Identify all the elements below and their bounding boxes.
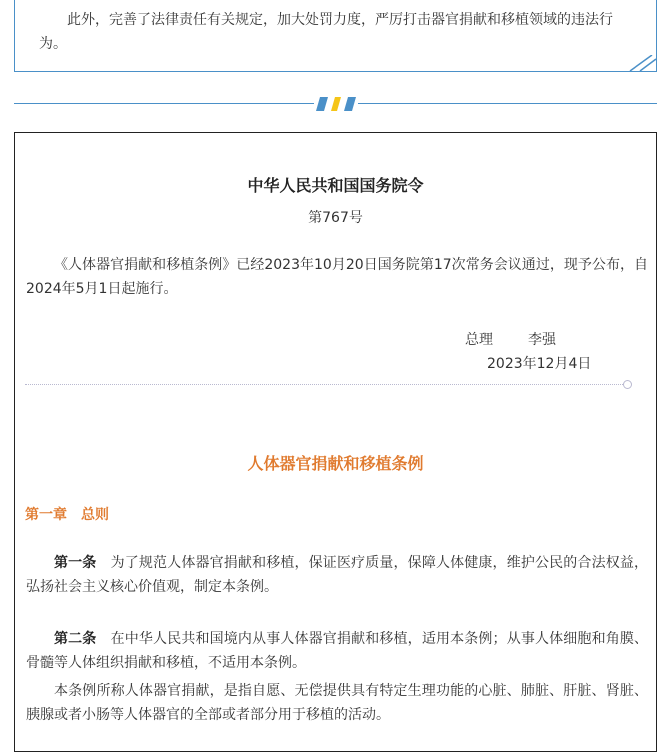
article-2-label: 第二条 <box>54 631 97 647</box>
article-2-text: 在中华人民共和国境内从事人体器官捐献和移植，适用本条例；从事人体细胞和角膜、骨髓等人体组织捐献和移植，不适用本条例。 <box>26 631 649 671</box>
chapter-heading: 第一章 总则 <box>25 507 109 523</box>
summary-box <box>14 0 657 72</box>
article-2 <box>26 627 648 675</box>
article-1-text: 为了规范人体器官捐献和移植，保证医疗质量，保障人体健康，维护公民的合法权益，弘扬社会主义核心价值观，制定本条例。 <box>26 555 649 595</box>
summary-paragraph: 此外，完善了法律责任有关规定，加大处罚力度，严厉打击器官捐献和移植领域的违法行为。 <box>39 12 613 52</box>
signer-name: 李强 <box>528 332 556 348</box>
divider-stripes-icon <box>314 97 358 111</box>
article-1 <box>26 551 648 599</box>
article-2-paragraph-2: 本条例所称人体器官捐献，是指自愿、无偿提供具有特定生理功能的心脏、肺脏、肝脏、肾脏、胰腺或者小肠等人体器官的全部或者部分用于移植的活动。 <box>26 683 648 723</box>
corner-decoration-icon <box>626 55 656 71</box>
regulation-title: 人体器官捐献和移植条例 <box>247 454 424 473</box>
decree-date: 2023年12月4日 <box>487 356 592 372</box>
decree-title: 中华人民共和国国务院令 <box>247 176 424 195</box>
decree-text: 《人体器官捐献和移植条例》已经2023年10月20日国务院第17次常务会议通过，现予公布，自2024年5月1日起施行。 <box>26 257 648 297</box>
signer-title: 总理 <box>465 332 493 348</box>
separator-circle-icon <box>623 380 632 389</box>
dotted-separator <box>25 384 627 385</box>
section-divider <box>14 92 657 116</box>
article-1-label: 第一条 <box>54 555 97 571</box>
decree-box <box>14 132 657 752</box>
decree-number: 第767号 <box>308 210 363 226</box>
